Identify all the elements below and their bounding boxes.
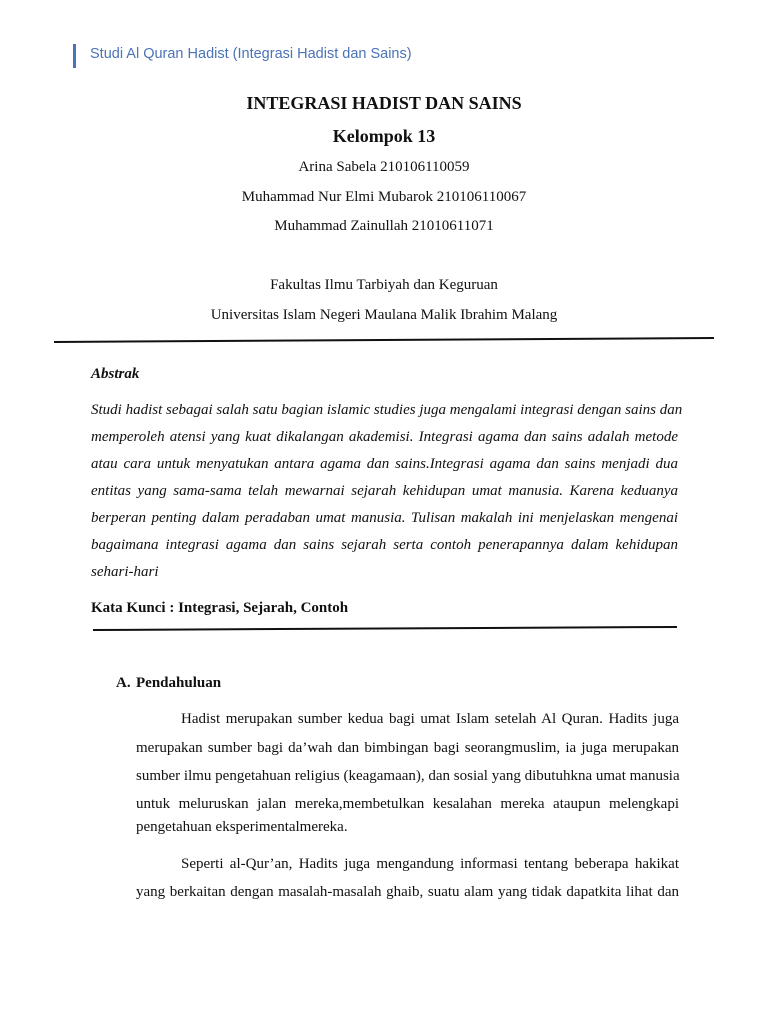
abstract-line: Studi hadist sebagai salah satu bagian islamic studies juga mengalami integrasi dengan sains dan bbox=[91, 402, 683, 418]
abstract-line: atau cara untuk menyatukan antara agama dan sains.Integrasi agama dan sains menjadi dua bbox=[91, 456, 678, 472]
author-3: Muhammad Zainullah 21010611071 bbox=[274, 218, 494, 234]
divider-top bbox=[54, 337, 714, 343]
body-line: Hadist merupakan sumber kedua bagi umat Islam setelah Al Quran. Hadits juga bbox=[181, 711, 679, 727]
divider-bottom bbox=[93, 626, 677, 631]
abstract-line: sehari-hari bbox=[91, 564, 159, 580]
body-line: merupakan sumber bagi da’wah dan bimbingan bagi seorangmuslim, ia juga merupakan bbox=[136, 740, 679, 756]
paper-title: INTEGRASI HADIST DAN SAINS bbox=[246, 93, 522, 113]
abstract-line: bagaimana integrasi agama dan sains sejarah serta contoh penerapannya dalam kehidupan bbox=[91, 537, 678, 553]
faculty-name: Fakultas Ilmu Tarbiyah dan Keguruan bbox=[270, 277, 498, 293]
abstract-line: berperan penting dalam peradaban umat manusia. Tulisan makalah ini menjelaskan mengenai bbox=[91, 510, 678, 526]
body-line: Seperti al-Qur’an, Hadits juga mengandung informasi tentang beberapa hakikat bbox=[181, 856, 679, 872]
author-2: Muhammad Nur Elmi Mubarok 210106110067 bbox=[241, 189, 527, 205]
body-line: yang berkaitan dengan masalah-masalah ghaib, suatu alam yang tidak dapatkita lihat dan bbox=[136, 884, 679, 900]
abstract-line: memperoleh atensi yang kuat dikalangan akademisi. Integrasi agama dan sains adalah metode bbox=[91, 429, 678, 445]
section-number: A. bbox=[116, 675, 131, 691]
group-name: Kelompok 13 bbox=[332, 126, 436, 146]
author-1: Arina Sabela 210106110059 bbox=[298, 159, 470, 175]
header-accent-bar bbox=[73, 44, 76, 68]
keywords: Kata Kunci : Integrasi, Sejarah, Contoh bbox=[91, 600, 349, 616]
running-header-title: Studi Al Quran Hadist (Integrasi Hadist dan Sains) bbox=[90, 46, 412, 62]
body-line: pengetahuan eksperimentalmereka. bbox=[136, 819, 348, 835]
body-line: untuk meluruskan jalan mereka,membetulkan kesalahan mereka ataupun melengkapi bbox=[136, 796, 679, 812]
university-name: Universitas Islam Negeri Maulana Malik Ibrahim Malang bbox=[210, 307, 558, 323]
section-heading bbox=[116, 675, 221, 692]
abstract-label: Abstrak bbox=[91, 366, 140, 382]
abstract-line: entitas yang sama-sama telah mewarnai sejarah kehidupan umat manusia. Karena keduanya bbox=[91, 483, 678, 499]
body-line: sumber ilmu pengetahuan religius (keagamaan), dan sosial yang dibutuhkna umat manusia bbox=[136, 768, 680, 784]
section-title: Pendahuluan bbox=[136, 675, 222, 691]
